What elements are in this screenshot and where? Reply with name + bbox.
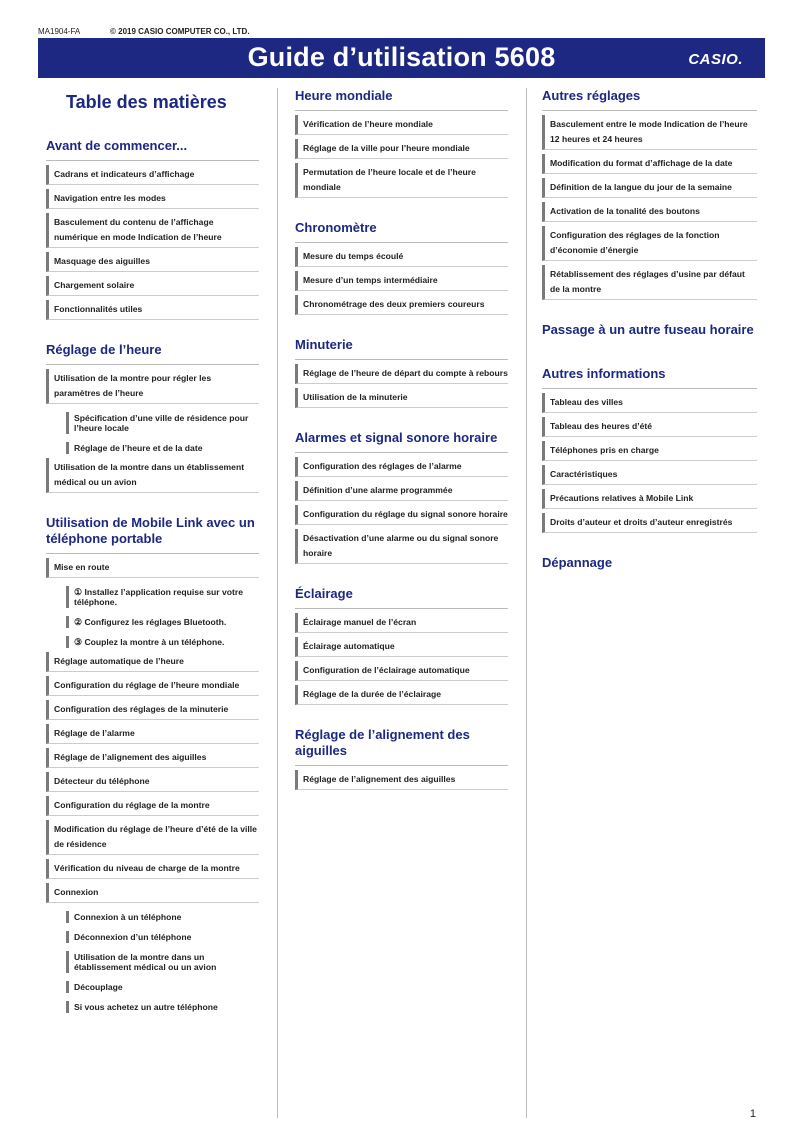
- toc-link[interactable]: Chargement solaire: [46, 276, 259, 296]
- toc-sublink[interactable]: Connexion à un téléphone: [66, 911, 259, 923]
- step-number: ①: [74, 587, 83, 597]
- section-eclairage[interactable]: Éclairage: [295, 586, 508, 609]
- toc-link[interactable]: Configuration de l’éclairage automatique: [295, 661, 508, 681]
- toc-link[interactable]: Caractéristiques: [542, 465, 757, 485]
- toc-link[interactable]: Réglage automatique de l’heure: [46, 652, 259, 672]
- toc-link[interactable]: Permutation de l’heure locale et de l’heure mondiale: [295, 163, 508, 198]
- step-label: Configurez les réglages Bluetooth.: [82, 617, 227, 627]
- toc-link[interactable]: Réglage de l’alignement des aiguilles: [295, 770, 508, 790]
- toc-sublink[interactable]: Si vous achetez un autre téléphone: [66, 1001, 259, 1013]
- toc-link[interactable]: Réglage de l’alignement des aiguilles: [46, 748, 259, 768]
- toc-link[interactable]: Précautions relatives à Mobile Link: [542, 489, 757, 509]
- toc-link[interactable]: Définition d’une alarme programmée: [295, 481, 508, 501]
- toc-link[interactable]: Masquage des aiguilles: [46, 252, 259, 272]
- toc-link[interactable]: Vérification du niveau de charge de la montre: [46, 859, 259, 879]
- section-chronometre[interactable]: Chronomètre: [295, 220, 508, 243]
- section-fuseau-horaire[interactable]: Passage à un autre fuseau horaire: [542, 322, 754, 337]
- toc-link[interactable]: Vérification de l’heure mondiale: [295, 115, 508, 135]
- section-mobile-link[interactable]: Utilisation de Mobile Link avec un téléphone portable: [46, 515, 259, 554]
- casio-logo: CASIO.: [688, 51, 743, 68]
- toc-link[interactable]: Détecteur du téléphone: [46, 772, 259, 792]
- toc-link[interactable]: Téléphones pris en charge: [542, 441, 757, 461]
- section-autres-reglages[interactable]: Autres réglages: [542, 88, 757, 111]
- step-number: ③: [74, 637, 83, 647]
- toc-link[interactable]: Configuration des réglages de la minuterie: [46, 700, 259, 720]
- toc-link[interactable]: Configuration des réglages de l’alarme: [295, 457, 508, 477]
- toc-link[interactable]: Éclairage manuel de l’écran: [295, 613, 508, 633]
- toc-link[interactable]: Utilisation de la montre dans un établissement médical ou un avion: [46, 458, 259, 493]
- step-label: Installez l’application requise sur votre téléphone.: [74, 587, 244, 607]
- toc-sublink-step-1[interactable]: [66, 586, 259, 608]
- toc-sublink[interactable]: Découplage: [66, 981, 259, 993]
- toc-link[interactable]: Tableau des villes: [542, 393, 757, 413]
- toc-link[interactable]: Réglage de la durée de l’éclairage: [295, 685, 508, 705]
- toc-sublink[interactable]: Réglage de l’heure et de la date: [66, 442, 259, 454]
- section-alarmes[interactable]: Alarmes et signal sonore horaire: [295, 430, 508, 453]
- page-number: 1: [749, 1108, 756, 1120]
- toc-link[interactable]: Éclairage automatique: [295, 637, 508, 657]
- toc-link[interactable]: Activation de la tonalité des boutons: [542, 202, 757, 222]
- toc-link[interactable]: Chronométrage des deux premiers coureurs: [295, 295, 508, 315]
- section-alignement-aiguilles[interactable]: Réglage de l’alignement des aiguilles: [295, 727, 508, 766]
- toc-link[interactable]: Mesure d’un temps intermédiaire: [295, 271, 508, 291]
- title-banner: [38, 38, 765, 78]
- toc-sublink[interactable]: Spécification d’une ville de résidence pour l’heure locale: [66, 412, 259, 434]
- toc-column-3: [542, 88, 757, 577]
- toc-link[interactable]: Tableau des heures d’été: [542, 417, 757, 437]
- document-header-meta: [38, 27, 250, 36]
- toc-sublink-step-3[interactable]: [66, 636, 259, 648]
- copyright: © 2019 CASIO COMPUTER CO., LTD.: [110, 27, 250, 36]
- toc-link[interactable]: Basculement du contenu de l’affichage numérique en mode Indication de l’heure: [46, 213, 259, 248]
- toc-link[interactable]: Rétablissement des réglages d’usine par défaut de la montre: [542, 265, 757, 300]
- toc-link[interactable]: Utilisation de la minuterie: [295, 388, 508, 408]
- toc-link[interactable]: Désactivation d’une alarme ou du signal sonore horaire: [295, 529, 508, 564]
- toc-link[interactable]: Navigation entre les modes: [46, 189, 259, 209]
- toc-link[interactable]: Réglage de la ville pour l’heure mondiale: [295, 139, 508, 159]
- toc-sublink-step-2[interactable]: [66, 616, 259, 628]
- section-reglage-heure[interactable]: Réglage de l’heure: [46, 342, 259, 365]
- toc-link[interactable]: Fonctionnalités utiles: [46, 300, 259, 320]
- toc-link[interactable]: Configuration des réglages de la fonction d’économie d’énergie: [542, 226, 757, 261]
- section-heure-mondiale[interactable]: Heure mondiale: [295, 88, 508, 111]
- toc-link[interactable]: Réglage de l’heure de départ du compte à rebours: [295, 364, 508, 384]
- toc-link[interactable]: Utilisation de la montre pour régler les paramètres de l’heure: [46, 369, 259, 404]
- toc-sublink[interactable]: Utilisation de la montre dans un établissement médical ou un avion: [66, 951, 259, 973]
- toc-link[interactable]: Configuration du réglage de la montre: [46, 796, 259, 816]
- toc-link[interactable]: Modification du format d’affichage de la date: [542, 154, 757, 174]
- section-depannage[interactable]: Dépannage: [542, 555, 613, 570]
- toc-link[interactable]: Basculement entre le mode Indication de l’heure 12 heures et 24 heures: [542, 115, 757, 150]
- section-autres-informations[interactable]: Autres informations: [542, 366, 757, 389]
- column-divider: [277, 88, 278, 1118]
- toc-link[interactable]: Droits d’auteur et droits d’auteur enregistrés: [542, 513, 757, 533]
- toc-link[interactable]: Connexion: [46, 883, 259, 903]
- section-avant-de-commencer[interactable]: Avant de commencer...: [46, 138, 259, 161]
- section-minuterie[interactable]: Minuterie: [295, 337, 508, 360]
- toc-link[interactable]: Configuration du réglage de l’heure mondiale: [46, 676, 259, 696]
- toc-column-1: [46, 88, 259, 1013]
- toc-title: Table des matières: [66, 92, 227, 112]
- toc-link[interactable]: Réglage de l’alarme: [46, 724, 259, 744]
- column-divider: [526, 88, 527, 1118]
- toc-link[interactable]: Cadrans et indicateurs d’affichage: [46, 165, 259, 185]
- step-label: Couplez la montre à un téléphone.: [82, 637, 225, 647]
- toc-link[interactable]: Définition de la langue du jour de la semaine: [542, 178, 757, 198]
- toc-column-2: [295, 88, 508, 790]
- toc-sublink[interactable]: Déconnexion d’un téléphone: [66, 931, 259, 943]
- document-code: MA1904-FA: [38, 27, 81, 36]
- toc-link[interactable]: Configuration du réglage du signal sonore horaire: [295, 505, 508, 525]
- step-number: ②: [74, 617, 83, 627]
- page-title: Guide d’utilisation 5608: [247, 42, 556, 72]
- toc-link[interactable]: Modification du réglage de l’heure d’été de la ville de résidence: [46, 820, 259, 855]
- toc-link[interactable]: Mise en route: [46, 558, 259, 578]
- toc-link[interactable]: Mesure du temps écoulé: [295, 247, 508, 267]
